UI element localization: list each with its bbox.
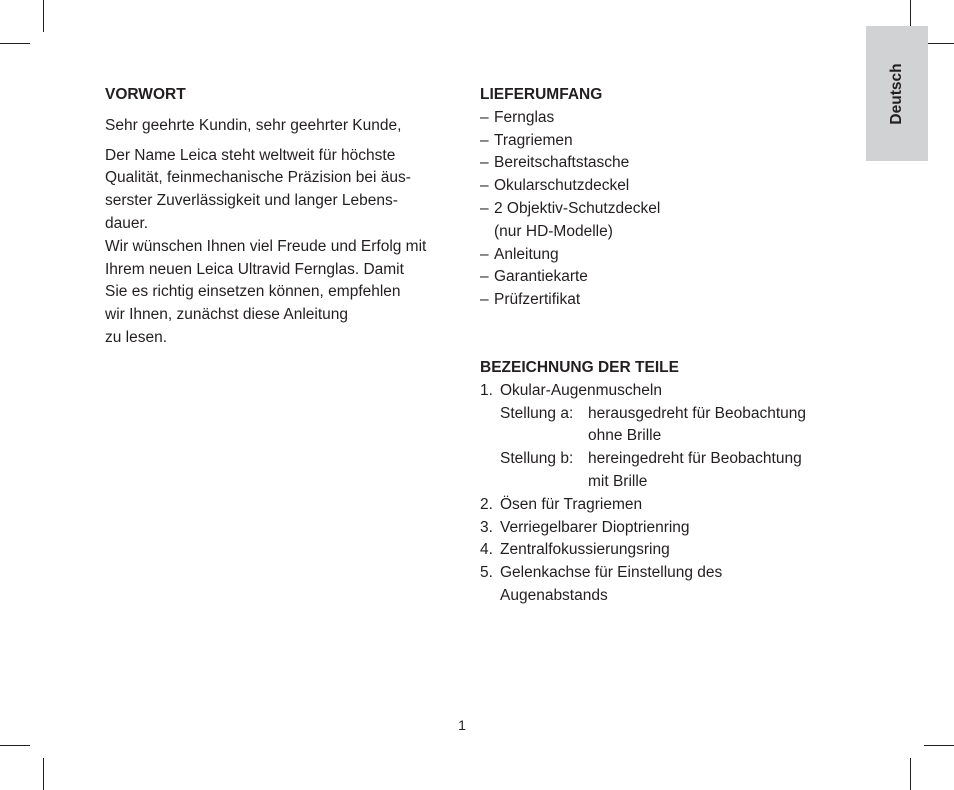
list-item — [480, 562, 840, 608]
list-item — [480, 289, 840, 312]
position-label: Stellung a: — [500, 404, 574, 422]
list-item — [480, 198, 840, 244]
right-column — [480, 84, 840, 608]
parts-list — [480, 380, 840, 608]
foreword-body — [105, 145, 455, 350]
delivery-section — [480, 84, 840, 312]
foreword-line: Der Name Leica steht weltweit für höchste — [105, 146, 396, 164]
delivery-list — [480, 107, 840, 312]
list-item-label: Tragriemen — [494, 131, 573, 149]
crop-mark-top-left-vertical — [43, 0, 44, 32]
foreword-line: dauer. — [105, 214, 149, 232]
foreword-line: wir Ihnen, zunächst diese Anleitung — [105, 306, 348, 324]
foreword-heading: VORWORT — [105, 86, 186, 103]
foreword-line: serster Zuverlässigkeit und langer Lebens- — [105, 192, 398, 210]
list-item-label: Prüfzertifikat — [494, 291, 581, 309]
position-text — [588, 448, 840, 494]
list-item-label: Augenabstands — [500, 586, 608, 604]
item-number: 4. — [480, 541, 493, 559]
list-item-label: Garantiekarte — [494, 268, 588, 286]
list-item-label: Anleitung — [494, 245, 559, 263]
list-item — [480, 266, 840, 289]
dash-marker: – — [480, 177, 489, 195]
list-item — [480, 517, 840, 540]
crop-mark-bottom-left-horizontal — [0, 745, 30, 746]
dash-marker: – — [480, 108, 489, 126]
dash-marker: – — [480, 154, 489, 172]
list-item-label: Ösen für Tragriemen — [500, 495, 643, 513]
position-line: herausgedreht für Beobachtung — [588, 404, 807, 422]
dash-marker: – — [480, 291, 489, 309]
language-tab-label: Deutsch — [888, 62, 905, 125]
item-number: 5. — [480, 564, 493, 582]
list-item — [480, 494, 840, 517]
list-item-label: Okularschutzdeckel — [494, 177, 630, 195]
list-item-label: Zentralfokussierungsring — [500, 541, 670, 559]
list-item — [480, 107, 840, 130]
dash-marker: – — [480, 268, 489, 286]
list-item-label: Bereitschaftstasche — [494, 154, 630, 172]
list-item — [480, 380, 840, 494]
position-line: ohne Brille — [588, 427, 662, 445]
foreword-line: Ihrem neuen Leica Ultravid Fernglas. Damit — [105, 260, 404, 278]
list-item-note: (nur HD-Modelle) — [494, 222, 613, 240]
position-label: Stellung b: — [500, 450, 574, 468]
language-tab — [866, 26, 928, 161]
position-row — [500, 403, 840, 449]
crop-mark-top-right-horizontal — [924, 43, 954, 44]
position-row — [500, 448, 840, 494]
page-number: 1 — [458, 717, 466, 733]
delivery-heading: LIEFERUMFANG — [480, 86, 603, 103]
list-item-label: 2 Objektiv-Schutzdeckel — [494, 199, 661, 217]
list-item — [480, 539, 840, 562]
foreword-line: zu lesen. — [105, 328, 168, 346]
dash-marker: – — [480, 245, 489, 263]
foreword-section — [105, 84, 455, 350]
position-line: hereingedreht für Beobachtung — [588, 450, 802, 468]
foreword-greeting: Sehr geehrte Kundin, sehr geehrter Kunde, — [105, 116, 402, 134]
item-number: 2. — [480, 495, 493, 513]
item-number: 1. — [480, 381, 493, 399]
dash-marker: – — [480, 131, 489, 149]
position-line: mit Brille — [588, 472, 648, 490]
list-item — [480, 152, 840, 175]
crop-mark-top-left-horizontal — [0, 43, 30, 44]
foreword-line: Qualität, feinmechanische Präzision bei äus- — [105, 169, 411, 187]
list-item — [480, 244, 840, 267]
crop-mark-bottom-right-vertical — [910, 758, 911, 790]
parts-section — [480, 357, 840, 608]
crop-mark-bottom-right-horizontal — [924, 745, 954, 746]
list-item-label: Fernglas — [494, 108, 555, 126]
list-item-label: Okular-Augenmuscheln — [500, 381, 662, 399]
list-item-label: Verriegelbarer Dioptrienring — [500, 518, 690, 536]
item-number: 3. — [480, 518, 493, 536]
position-text — [588, 403, 840, 449]
foreword-line: Wir wünschen Ihnen viel Freude und Erfolg mit — [105, 237, 427, 255]
parts-heading: BEZEICHNUNG DER TEILE — [480, 358, 679, 376]
dash-marker: – — [480, 199, 489, 217]
list-item — [480, 130, 840, 153]
list-item — [480, 175, 840, 198]
crop-mark-bottom-left-vertical — [43, 758, 44, 790]
foreword-line: Sie es richtig einsetzen können, empfehlen — [105, 283, 401, 301]
list-item-label: Gelenkachse für Einstellung des — [500, 564, 723, 582]
